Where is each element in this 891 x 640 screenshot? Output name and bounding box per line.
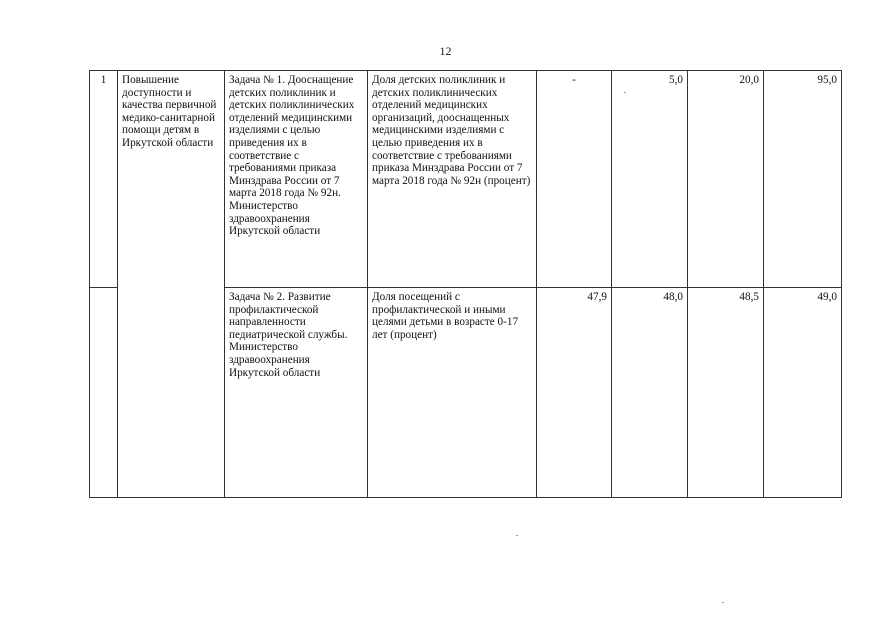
page-number: 12 [439, 44, 452, 58]
value-cell: 95,0 [764, 71, 842, 288]
scan-speck [722, 602, 724, 603]
goal-cell: Повышение доступности и качества первичной медико-санитарной помощи детям в Иркутской области [118, 71, 225, 498]
indicator-cell: Доля посещений с профилактической и иными целями детьми в возрасте 0-17 лет (процент) [368, 288, 537, 498]
row-number-cell [90, 288, 118, 498]
base-value-cell: - [537, 71, 612, 288]
scan-speck [624, 92, 626, 93]
value-cell: 5,0 [612, 71, 688, 288]
task-cell: Задача № 2. Развитие профилактической направленности педиатрической службы. Министерство здравоохранения Иркутской области [225, 288, 368, 498]
table-row [90, 71, 842, 288]
value-cell: 49,0 [764, 288, 842, 498]
value-cell: 48,5 [688, 288, 764, 498]
indicators-table [89, 70, 842, 498]
base-value-cell: 47,9 [537, 288, 612, 498]
task-cell: Задача № 1. Дооснащение детских поликлиник и детских поликлинических отделений медицинскими изделиями с целью приведения их в соответствие с требованиями приказа Минздрава России от 7 марта 2018 года № 92н. Министерство здравоохранения Иркутской области [225, 71, 368, 288]
row-number-cell: 1 [90, 71, 118, 288]
value-cell: 48,0 [612, 288, 688, 498]
indicator-cell: Доля детских поликлиник и детских поликлинических отделений медицинских организаций, дооснащенных медицинскими изделиями с целью приведения их в соответствие с требованиями приказа Минздрава России от 7 марта 2018 года № 92н (процент) [368, 71, 537, 288]
scan-speck [516, 535, 518, 536]
value-cell: 20,0 [688, 71, 764, 288]
